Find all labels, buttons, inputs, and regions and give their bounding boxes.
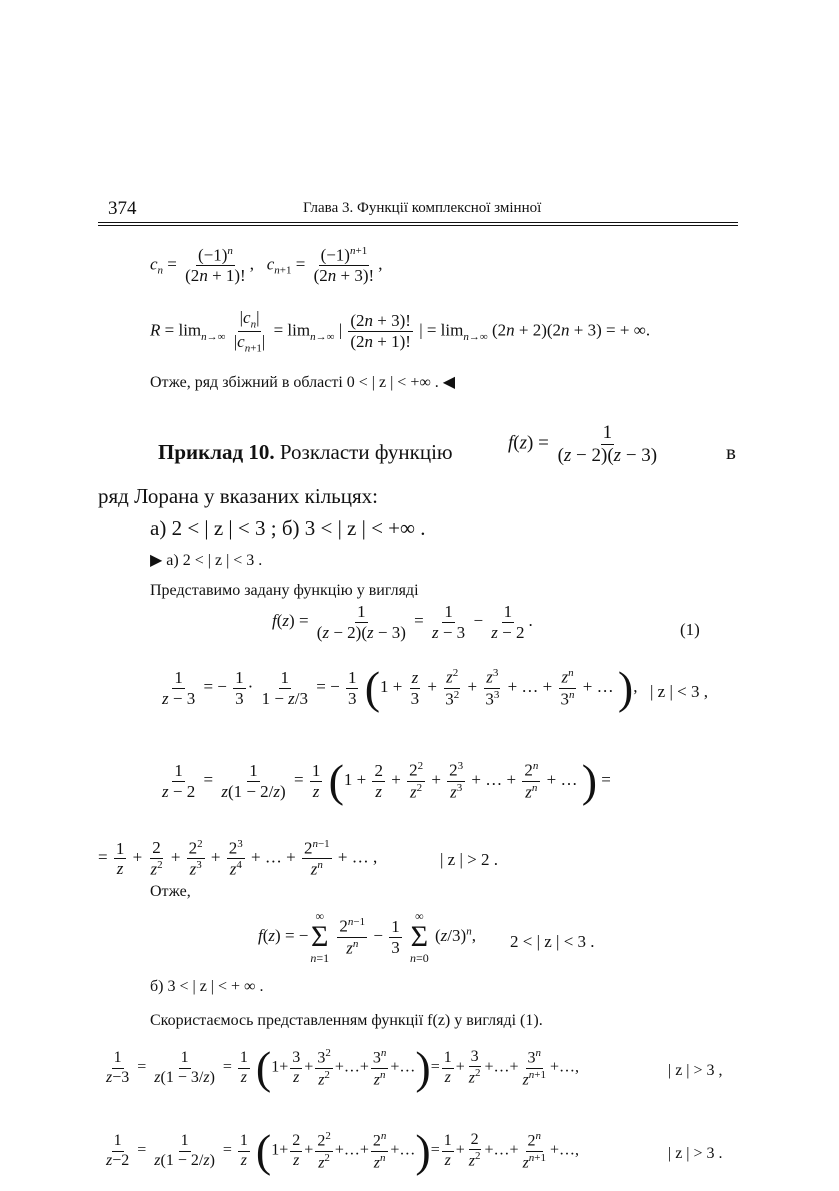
- header-rule: [98, 222, 738, 223]
- header-rule-double: [98, 225, 738, 226]
- running-title: Глава 3. Функції комплексної змінної: [303, 200, 542, 216]
- example-function: f(z) = $\frac{1}{(z - 2)(z - 3)}$: [508, 422, 658, 466]
- therefore-text: Отже,: [150, 883, 191, 900]
- part-a-heading: ▶ а) 2 < | z | < 3 .: [150, 552, 263, 569]
- condition-lt3: | z | < 3 ,: [650, 682, 708, 701]
- formula-decomposition: f(z) = $\frac{1}{(z - 2)(z - 3)}$ = $\frac{1}{z - 3}$ − $\frac{1}{z - 2}$ .: [272, 602, 533, 642]
- formula-expansion-z3: $\frac{1}{z - 3}$ = − $\frac{1}{3}$ · $\frac{1}{1 - z/3}$ = − $\frac{1}{3}$ (1 + $\frac{z}{3}$ + $\frac{z^2}{3^2}$ + $\frac{z^3}{3^3}$ + … + $\frac{z^n}{3^n}$ + … ),: [162, 662, 638, 713]
- example-v: в: [726, 440, 736, 464]
- represent-text: Представимо задану функцію у вигляді: [150, 582, 419, 599]
- formula-b-expansion-z3: $\frac{1}{z-3}$ = $\frac{1}{z(1 - 3/z)}$ = $\frac{1}{z}$ (1+ $\frac{3}{z}$ + $\frac{3^2}{z^2}$ +…+ $\frac{3^n}{z^n}$ +…)= $\frac{1}{z}$ + $\frac{3}{z^2}$ +…+ $\frac{3^n}{z^{n+1}}$ +…,: [106, 1042, 580, 1093]
- equation-number: (1): [680, 620, 700, 639]
- running-header: [98, 198, 738, 228]
- use-representation-text: Скористаємось представленням функції f(z) у вигляді (1).: [150, 1012, 543, 1029]
- conclusion-text: Отже, ряд збіжний в області 0 < | z | < +∞ . ◀: [150, 374, 456, 391]
- example-text: Розкласти функцію: [279, 440, 453, 464]
- example-label: Приклад 10.: [158, 440, 275, 464]
- page-number: 374: [108, 198, 137, 219]
- formula-expansion-z2: $\frac{1}{z - 2}$ = $\frac{1}{z(1 - 2/z)}$ = $\frac{1}{z}$ (1 + $\frac{2}{z}$ + $\frac{2^2}{z^2}$ + $\frac{2^3}{z^3}$ + … + $\frac{2^n}{z^n}$ + … ) =: [162, 755, 611, 806]
- formula-laurent-ring: f(z) = − ∞ Σ n=1 $\frac{2^{n-1}}{z^n}$ − $\frac{1}{3}$ ∞ Σ n=0 $(z/3)^n$,: [258, 909, 476, 965]
- example-parts: а) 2 < | z | < 3 ; б) 3 < | z | < +∞ .: [150, 516, 426, 540]
- condition-gt3: | z | > 3 ,: [668, 1062, 723, 1079]
- condition-gt3-b: | z | > 3 .: [668, 1145, 723, 1162]
- condition-gt2: | z | > 2 .: [440, 850, 498, 869]
- condition-ring: 2 < | z | < 3 .: [510, 932, 595, 951]
- example-line2: ряд Лорана у вказаних кільцях:: [98, 484, 378, 508]
- example-heading: [158, 440, 453, 465]
- formula-cn: $c_n$ = $\frac{(-1)^n}{(2n + 1)!}$ , $c_{n+1}$ = $\frac{(-1)^{n+1}}{(2n + 3)!}$ ,: [150, 245, 383, 286]
- formula-radius: $R = \lim_{n\to\infty}$ $\frac{|c_n|}{|c_{n+1}|}$ = $\lim_{n\to\infty}$ | $\frac{(2n + 3)!}{(2n + 1)!}$ | = $\lim_{n\to\infty} (2n + 2)(2n + 3)$ = + ∞.: [150, 308, 651, 355]
- part-b-heading: б) 3 < | z | < + ∞ .: [150, 978, 264, 995]
- formula-expansion-z2-cont: = $\frac{1}{z}$ + $\frac{2}{z^2}$ + $\frac{2^2}{z^3}$ + $\frac{2^3}{z^4}$ + … + $\frac{2^{n-1}}{z^n}$ + … ,: [98, 838, 378, 879]
- formula-b-expansion-z2: $\frac{1}{z-2}$ = $\frac{1}{z(1 - 2/z)}$ = $\frac{1}{z}$ (1+ $\frac{2}{z}$ + $\frac{2^2}{z^2}$ +…+ $\frac{2^n}{z^n}$ +…)= $\frac{1}{z}$ + $\frac{2}{z^2}$ +…+ $\frac{2^n}{z^{n+1}}$ +…,: [106, 1125, 580, 1176]
